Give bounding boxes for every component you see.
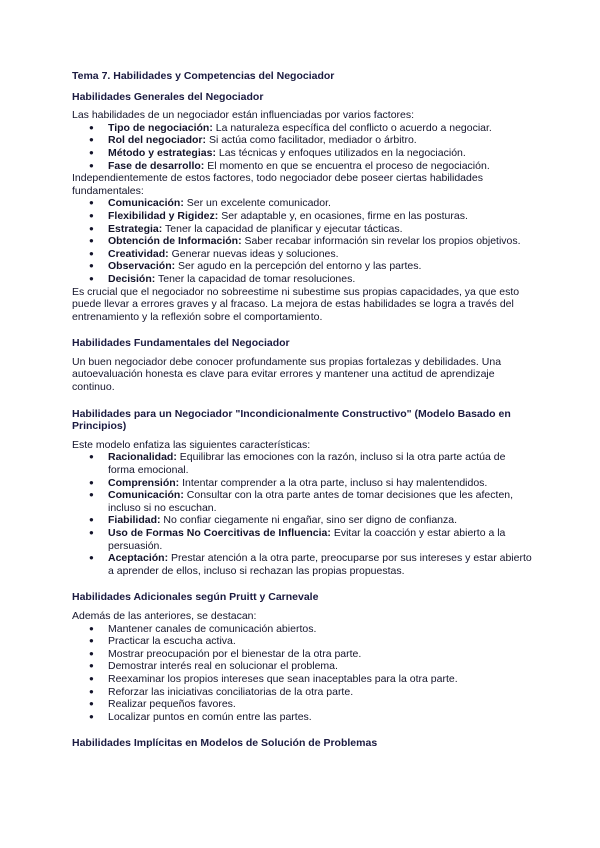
item-text: Generar nuevas ideas y soluciones.	[171, 247, 339, 260]
list-item	[108, 273, 532, 286]
list-item	[108, 527, 532, 552]
list-item	[108, 134, 532, 147]
item-text: No confiar ciegamente ni engañar, sino ser digno de confianza.	[163, 514, 458, 527]
list-item	[108, 552, 532, 577]
section-heading-additional: Habilidades Adicionales según Pruitt y Carnevale	[72, 591, 319, 604]
item-term: Racionalidad:	[108, 451, 177, 464]
list-item: ● Reforzar las iniciativas conciliatorias de la otra parte.	[108, 686, 532, 699]
item-text: Las técnicas y enfoques utilizados en la negociación.	[218, 146, 466, 159]
item-text: Prestar atención a la otra parte, preocuparse por sus intereses y estar abierto a aprender de ellos, incluso si rechazan las propias propuestas.	[108, 552, 532, 577]
item-term: Comunicación:	[108, 489, 184, 502]
item-term: Fiabilidad:	[108, 514, 161, 527]
item-text: Ser agudo en la percepción del entorno y las partes.	[178, 260, 422, 273]
skills-list	[72, 197, 532, 285]
document-title: Tema 7. Habilidades y Competencias del Negociador	[72, 70, 335, 82]
section-intro: Además de las anteriores, se destacan:	[72, 609, 257, 622]
list-item	[108, 147, 532, 160]
list-item	[108, 197, 532, 210]
item-text: Tener la capacidad de tomar resoluciones.	[158, 272, 356, 285]
list-item	[108, 122, 532, 135]
list-item: ● Reexaminar los propios intereses que sean inaceptables para la otra parte.	[108, 673, 532, 686]
list-item	[108, 451, 532, 476]
section-paragraph: Un buen negociador debe conocer profundamente sus propias fortalezas y debilidades. Una autoevaluación honesta es clave para evitar errores y mantener una actitud de aprendizaje continuo.	[72, 355, 502, 394]
list-item: ● Realizar pequeños favores.	[108, 698, 532, 711]
item-term: Creatividad:	[108, 247, 169, 260]
item-text: El momento en que se encuentra el proceso de negociación.	[207, 159, 490, 172]
item-text: Tener la capacidad de planificar y ejecutar tácticas.	[165, 222, 403, 235]
list-item	[108, 248, 532, 261]
list-item	[108, 235, 532, 248]
item-text: Equilibrar las emociones con la razón, incluso si la otra parte actúa de forma emocional.	[108, 451, 506, 477]
factors-list	[72, 122, 532, 172]
section-heading-constructive: Habilidades para un Negociador "Incondicionalmente Constructivo" (Modelo Basado en Principios)	[72, 407, 511, 433]
item-term: Comunicación:	[108, 197, 184, 210]
item-text: Ser un excelente comunicador.	[186, 197, 331, 210]
section-heading-general: Habilidades Generales del Negociador	[72, 90, 264, 103]
document-page	[72, 70, 532, 756]
list-item: ● Localizar puntos en común entre las partes.	[108, 711, 532, 724]
item-term: Uso de Formas No Coercitivas de Influencia:	[108, 527, 331, 539]
item-term: Obtención de Información:	[108, 235, 242, 248]
item-term: Método y estrategias:	[108, 146, 216, 159]
list-item	[108, 223, 532, 236]
item-text: La naturaleza específica del conflicto o acuerdo a negociar.	[215, 121, 492, 134]
section-heading-implicit: Habilidades Implícitas en Modelos de Solución de Problemas	[72, 737, 378, 750]
item-term: Flexibilidad y Rigidez:	[108, 209, 219, 222]
item-text: Intentar comprender a la otra parte, incluso si hay malentendidos.	[182, 476, 488, 489]
item-text: Evitar la coacción y estar abierto a la persuasión.	[108, 527, 506, 552]
section-heading-fundamental: Habilidades Fundamentales del Negociador	[72, 337, 290, 350]
section-paragraph: Independientemente de estos factores, todo negociador debe poseer ciertas habilidades fundamentales:	[72, 172, 483, 197]
list-item	[108, 210, 532, 223]
item-text: Si actúa como facilitador, mediador o árbitro.	[208, 134, 417, 147]
item-term: Fase de desarrollo:	[108, 159, 205, 172]
item-term: Rol del negociador:	[108, 134, 207, 147]
section-intro: Este modelo enfatiza las siguientes características:	[72, 438, 311, 451]
list-item	[108, 160, 532, 173]
item-term: Aceptación:	[108, 552, 169, 565]
item-term: Estrategia:	[108, 222, 163, 235]
list-item: ● Demostrar interés real en solucionar el problema.	[108, 660, 532, 673]
additional-list	[72, 623, 532, 724]
item-text: Saber recabar información sin revelar los propios objetivos.	[244, 235, 521, 248]
list-item: ● Mostrar preocupación por el bienestar de la otra parte.	[108, 648, 532, 661]
item-term: Tipo de negociación:	[108, 121, 213, 134]
section-intro: Las habilidades de un negociador están influenciadas por varios factores:	[72, 109, 415, 122]
item-text: Ser adaptable y, en ocasiones, firme en las posturas.	[221, 209, 468, 222]
item-term: Decisión:	[108, 272, 156, 285]
item-term: Comprensión:	[108, 476, 180, 489]
section-paragraph: Es crucial que el negociador no sobreestime ni subestime sus propias capacidades, ya que esto puede llevar a errores graves y al fracaso. La mejora de estas habilidades se logra a través del entrenamiento y la reflexión sobre el comportamiento.	[72, 285, 520, 323]
characteristics-list	[72, 451, 532, 577]
list-item: ● Practicar la escucha activa.	[108, 635, 532, 648]
list-item: ● Mantener canales de comunicación abiertos.	[108, 623, 532, 636]
item-text: Consultar con la otra parte antes de tomar decisiones que les afecten, incluso si no escuchan.	[108, 489, 514, 514]
list-item	[108, 260, 532, 273]
list-item	[108, 477, 532, 490]
list-item	[108, 489, 532, 514]
list-item	[108, 514, 532, 527]
item-term: Observación:	[108, 260, 176, 273]
